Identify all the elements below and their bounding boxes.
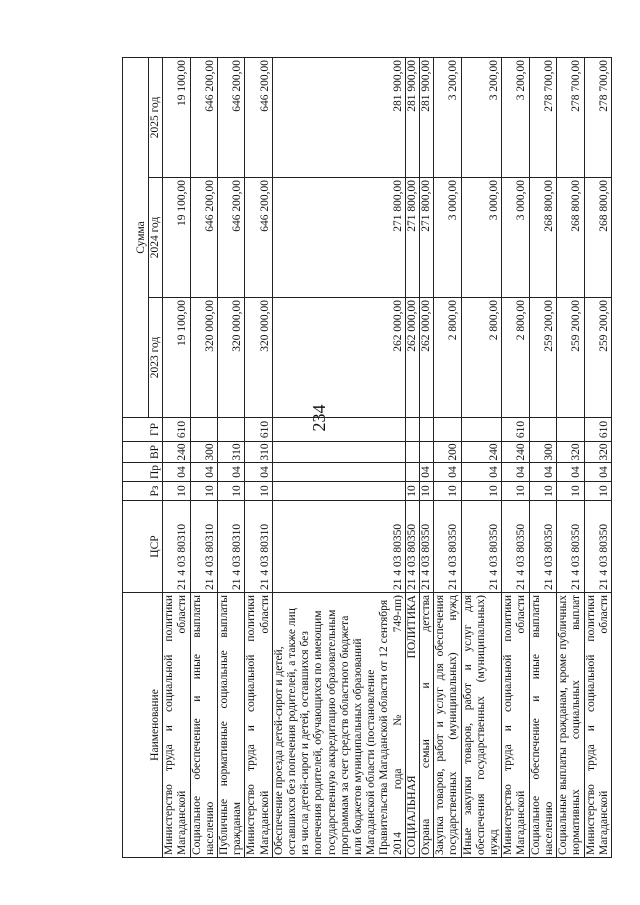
- row-pr: 04: [190, 463, 217, 482]
- table-row: [245, 57, 272, 857]
- row-amount-2024: 271 800,00: [405, 178, 419, 298]
- row-rz: 10: [190, 482, 217, 501]
- row-amount-2023: 2 800,00: [461, 298, 502, 418]
- row-rz: 10: [218, 482, 245, 501]
- page-number: 234: [309, 404, 329, 432]
- row-pr: 04: [163, 463, 190, 482]
- header-sum: Сумма: [123, 57, 149, 417]
- row-amount-2024: 268 800,00: [557, 178, 584, 298]
- row-amount-2023: 2 800,00: [502, 298, 529, 418]
- row-vr: [420, 442, 434, 463]
- table-row: [272, 57, 405, 857]
- row-pr: 04: [245, 463, 272, 482]
- row-amount-2024: 646 200,00: [190, 178, 217, 298]
- row-name: СОЦИАЛЬНАЯ ПОЛИТИКА: [405, 593, 419, 858]
- row-name: Социальное обеспечение и иные выплаты населению: [529, 593, 556, 858]
- table-row: [584, 57, 611, 857]
- row-amount-2025: 278 700,00: [557, 57, 584, 177]
- row-amount-2024: 3 000,00: [502, 178, 529, 298]
- row-pr: 04: [218, 463, 245, 482]
- row-name: Иные закупки товаров, работ и услуг для обеспечения государственных (муниципальных) нужд: [461, 593, 502, 858]
- row-amount-2023: 262 000,00: [272, 298, 405, 418]
- row-csr: 21 4 03 80350: [420, 501, 434, 593]
- row-gr: 610: [163, 418, 190, 442]
- row-vr: 310: [245, 442, 272, 463]
- row-rz: 10: [557, 482, 584, 501]
- table-row: [502, 57, 529, 857]
- row-gr: 610: [502, 418, 529, 442]
- row-amount-2024: 646 200,00: [245, 178, 272, 298]
- row-csr: 21 4 03 80310: [245, 501, 272, 593]
- row-vr: [405, 442, 419, 463]
- row-rz: 10: [405, 482, 419, 501]
- row-pr: [405, 463, 419, 482]
- row-amount-2023: 320 000,00: [245, 298, 272, 418]
- row-csr: 21 4 03 80310: [218, 501, 245, 593]
- header-rz: Рз: [123, 482, 163, 501]
- row-vr: 320: [584, 442, 611, 463]
- table-row: [405, 57, 419, 857]
- row-name: Охрана семьи и детства: [420, 593, 434, 858]
- row-name: Публичные нормативные социальные выплаты гражданам: [218, 593, 245, 858]
- table-row: [434, 57, 461, 857]
- header-year-2024: 2024 год: [149, 178, 163, 298]
- row-gr: [434, 418, 461, 442]
- row-amount-2025: 281 900,00: [272, 57, 405, 177]
- row-amount-2024: 646 200,00: [218, 178, 245, 298]
- header-csr: ЦСР: [123, 501, 163, 593]
- row-vr: 240: [502, 442, 529, 463]
- row-amount-2025: 646 200,00: [245, 57, 272, 177]
- row-vr: 300: [529, 442, 556, 463]
- row-gr: [461, 418, 502, 442]
- row-amount-2024: 271 800,00: [420, 178, 434, 298]
- row-amount-2025: 646 200,00: [218, 57, 245, 177]
- row-rz: 10: [434, 482, 461, 501]
- row-csr: 21 4 03 80350: [557, 501, 584, 593]
- row-rz: 10: [502, 482, 529, 501]
- row-rz: 10: [461, 482, 502, 501]
- table-header: [123, 57, 163, 857]
- row-gr: [405, 418, 419, 442]
- row-name: Социальное обеспечение и иные выплаты населению: [190, 593, 217, 858]
- row-name: Закупка товаров, работ и услуг для обеспечения государственных (муниципальных) нужд: [434, 593, 461, 858]
- row-vr: 310: [218, 442, 245, 463]
- budget-table: [122, 57, 612, 858]
- row-csr: 21 4 03 80350: [584, 501, 611, 593]
- row-pr: 04: [420, 463, 434, 482]
- row-rz: [272, 482, 405, 501]
- row-vr: 240: [163, 442, 190, 463]
- header-vr: ВР: [123, 442, 163, 463]
- row-name: Министерство труда и социальной политики Магаданской области: [502, 593, 529, 858]
- header-year-2023: 2023 год: [149, 298, 163, 418]
- row-gr: [557, 418, 584, 442]
- row-vr: 300: [190, 442, 217, 463]
- row-csr: 21 4 03 80350: [434, 501, 461, 593]
- row-rz: 10: [420, 482, 434, 501]
- row-name: Министерство труда и социальной политики Магаданской области: [163, 593, 190, 858]
- row-amount-2025: 3 200,00: [434, 57, 461, 177]
- row-name: Министерство труда и социальной политики Магаданской области: [584, 593, 611, 858]
- row-vr: [272, 442, 405, 463]
- row-amount-2023: 262 000,00: [420, 298, 434, 418]
- row-amount-2023: 2 800,00: [434, 298, 461, 418]
- row-amount-2025: 19 100,00: [163, 57, 190, 177]
- row-gr: [420, 418, 434, 442]
- row-amount-2025: 281 900,00: [420, 57, 434, 177]
- table-row: [190, 57, 217, 857]
- row-amount-2024: 268 800,00: [584, 178, 611, 298]
- row-pr: 04: [502, 463, 529, 482]
- row-csr: 21 4 03 80350: [272, 501, 405, 593]
- row-gr: [218, 418, 245, 442]
- row-gr: [529, 418, 556, 442]
- row-rz: 10: [163, 482, 190, 501]
- row-csr: 21 4 03 80350: [461, 501, 502, 593]
- row-pr: 04: [557, 463, 584, 482]
- row-amount-2024: 271 800,00: [272, 178, 405, 298]
- row-csr: 21 4 03 80350: [405, 501, 419, 593]
- header-gr: ГР: [123, 418, 163, 442]
- row-gr: [190, 418, 217, 442]
- row-name: Обеспечение проезда детей-сирот и детей, оставшихся без попечения родителей, а также лиц из числа детей-сирот и детей, оставшихся без попечения родителей, обучающихся по имеющим государственную аккредитацию образовательным программам за счет средств областного бюджета или бюджетов муниципальных образований Магаданской области (постановление Правительства Магаданской области от 12 сентября 2014 года № 749-пп): [272, 593, 405, 858]
- row-pr: 04: [434, 463, 461, 482]
- row-pr: 04: [461, 463, 502, 482]
- table-row: [557, 57, 584, 857]
- budget-table-container: [122, 58, 622, 858]
- row-gr: 610: [245, 418, 272, 442]
- row-pr: 04: [584, 463, 611, 482]
- row-amount-2024: 268 800,00: [529, 178, 556, 298]
- header-year-2025: 2025 год: [149, 57, 163, 177]
- row-gr: 610: [584, 418, 611, 442]
- table-row: [420, 57, 434, 857]
- row-amount-2025: 278 700,00: [584, 57, 611, 177]
- row-csr: 21 4 03 80350: [502, 501, 529, 593]
- row-csr: 21 4 03 80310: [190, 501, 217, 593]
- row-pr: [272, 463, 405, 482]
- table-row: [461, 57, 502, 857]
- row-rz: 10: [584, 482, 611, 501]
- table-row: [529, 57, 556, 857]
- table-row: [218, 57, 245, 857]
- header-name: Наименование: [123, 593, 163, 858]
- row-name: Социальные выплаты гражданам, кроме публичных нормативных социальных выплат: [557, 593, 584, 858]
- table-body: [163, 57, 612, 857]
- row-csr: 21 4 03 80310: [163, 501, 190, 593]
- row-amount-2023: 259 200,00: [584, 298, 611, 418]
- row-amount-2025: 3 200,00: [502, 57, 529, 177]
- row-name: Министерство труда и социальной политики Магаданской области: [245, 593, 272, 858]
- row-rz: 10: [245, 482, 272, 501]
- row-amount-2023: 259 200,00: [557, 298, 584, 418]
- row-amount-2025: 281 900,00: [405, 57, 419, 177]
- row-amount-2025: 3 200,00: [461, 57, 502, 177]
- row-amount-2023: 259 200,00: [529, 298, 556, 418]
- row-amount-2024: 3 000,00: [461, 178, 502, 298]
- header-pr: Пр: [123, 463, 163, 482]
- table-row: [163, 57, 190, 857]
- row-vr: 320: [557, 442, 584, 463]
- row-amount-2023: 19 100,00: [163, 298, 190, 418]
- row-pr: 04: [529, 463, 556, 482]
- row-amount-2024: 3 000,00: [434, 178, 461, 298]
- row-gr: [272, 418, 405, 442]
- row-rz: 10: [529, 482, 556, 501]
- row-amount-2025: 278 700,00: [529, 57, 556, 177]
- row-csr: 21 4 03 80350: [529, 501, 556, 593]
- row-amount-2025: 646 200,00: [190, 57, 217, 177]
- row-amount-2023: 320 000,00: [218, 298, 245, 418]
- row-vr: 240: [461, 442, 502, 463]
- row-amount-2024: 19 100,00: [163, 178, 190, 298]
- row-amount-2023: 320 000,00: [190, 298, 217, 418]
- row-vr: 200: [434, 442, 461, 463]
- row-amount-2023: 262 000,00: [405, 298, 419, 418]
